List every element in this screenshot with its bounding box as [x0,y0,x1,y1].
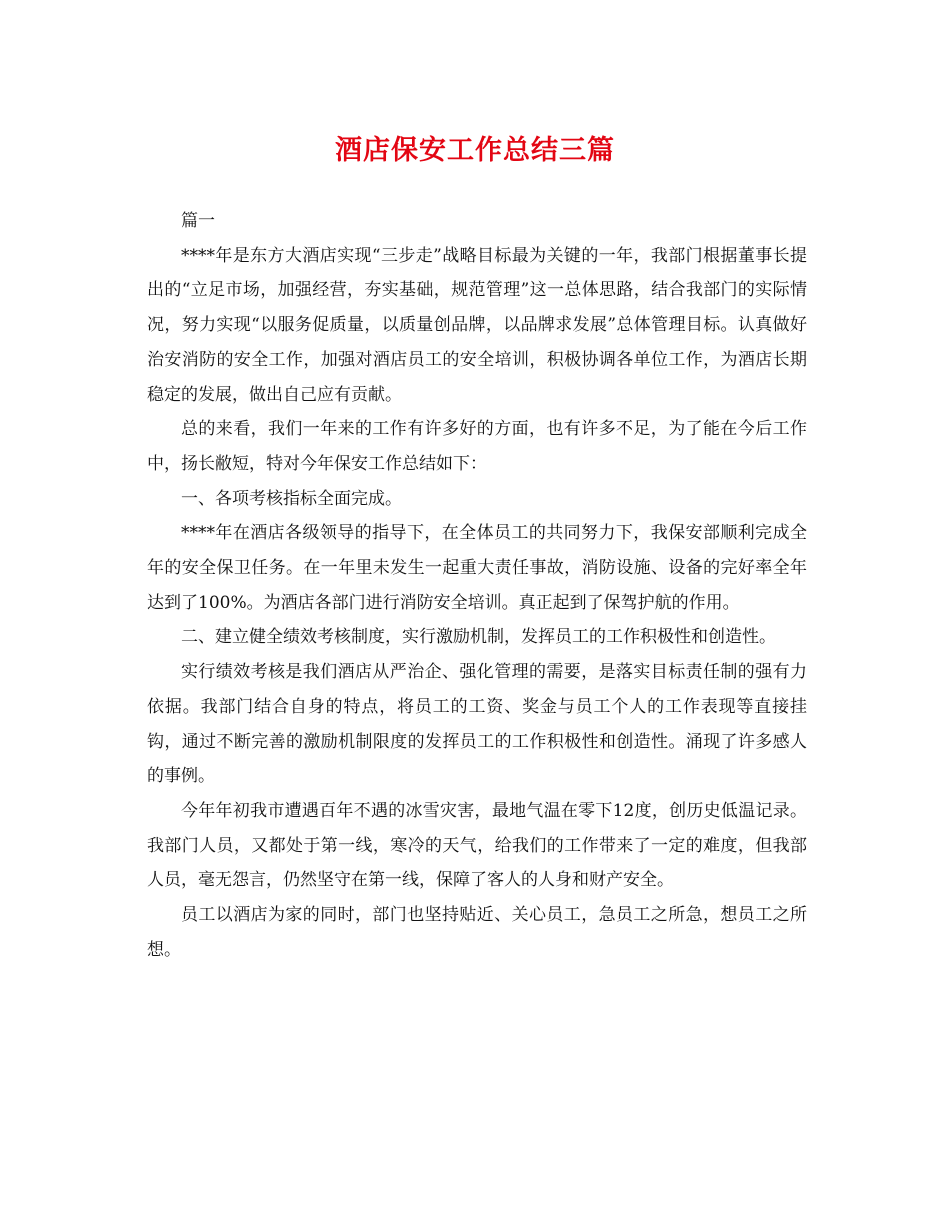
paragraph-care-staff: 员工以酒店为家的同时，部门也坚持贴近、关心员工，急员工之所急，想员工之所想。 [147,905,807,960]
paragraph-overview: 总的来看，我们一年来的工作有许多好的方面，也有许多不足，为了能在今后工作中，扬长敝短，特对今年保安工作总结如下： [147,419,807,474]
paragraph-snow-disaster: 今年年初我市遭遇百年不遇的冰雪灾害，最地气温在零下12度，创历史低温记录。我部门人员，又都处于第一线，寒冷的天气，给我们的工作带来了一定的难度，但我部人员，毫无怨言，仍然坚守在第一线，保障了客人的人身和财产安全。 [147,800,807,891]
paragraph-section-label: 篇一 [181,211,215,231]
document-body [147,204,807,967]
heading-item-two: 二、建立健全绩效考核制度，实行激励机制，发挥员工的工作积极性和创造性。 [181,627,776,648]
document-title: 酒店保安工作总结三篇 [335,135,615,166]
paragraph-item-one: ****年在酒店各级领导的指导下，在全体员工的共同努力下，我保安部顺利完成全年的安全保卫任务。在一年里未发生一起重大责任事故，消防设施、设备的完好率全年达到了100%。为酒店各部门进行消防安全培训。真正起到了保驾护航的作用。 [147,523,807,613]
paragraph-intro: ****年是东方大酒店实现“三步走”战略目标最为关键的一年，我部门根据董事长提出的“立足市场，加强经营，夯实基础，规范管理”这一总体思路，结合我部门的实际情况，努力实现“以服务促质量，以质量创品牌，以品牌求发展”总体管理目标。认真做好治安消防的安全工作，加强对酒店员工的安全培训，积极协调各单位工作，为酒店长期稳定的发展，做出自己应有贡献。 [147,245,807,405]
paragraph-item-two: 实行绩效考核是我们酒店从严治企、强化管理的需要，是落实目标责任制的强有力依据。我部门结合自身的特点，将员工的工资、奖金与员工个人的工作表现等直接挂钩，通过不断完善的激励机制限度的发挥员工的工作积极性和创造性。涌现了许多感人的事例。 [147,662,807,787]
heading-item-one: 一、各项考核指标全面完成。 [181,488,402,509]
